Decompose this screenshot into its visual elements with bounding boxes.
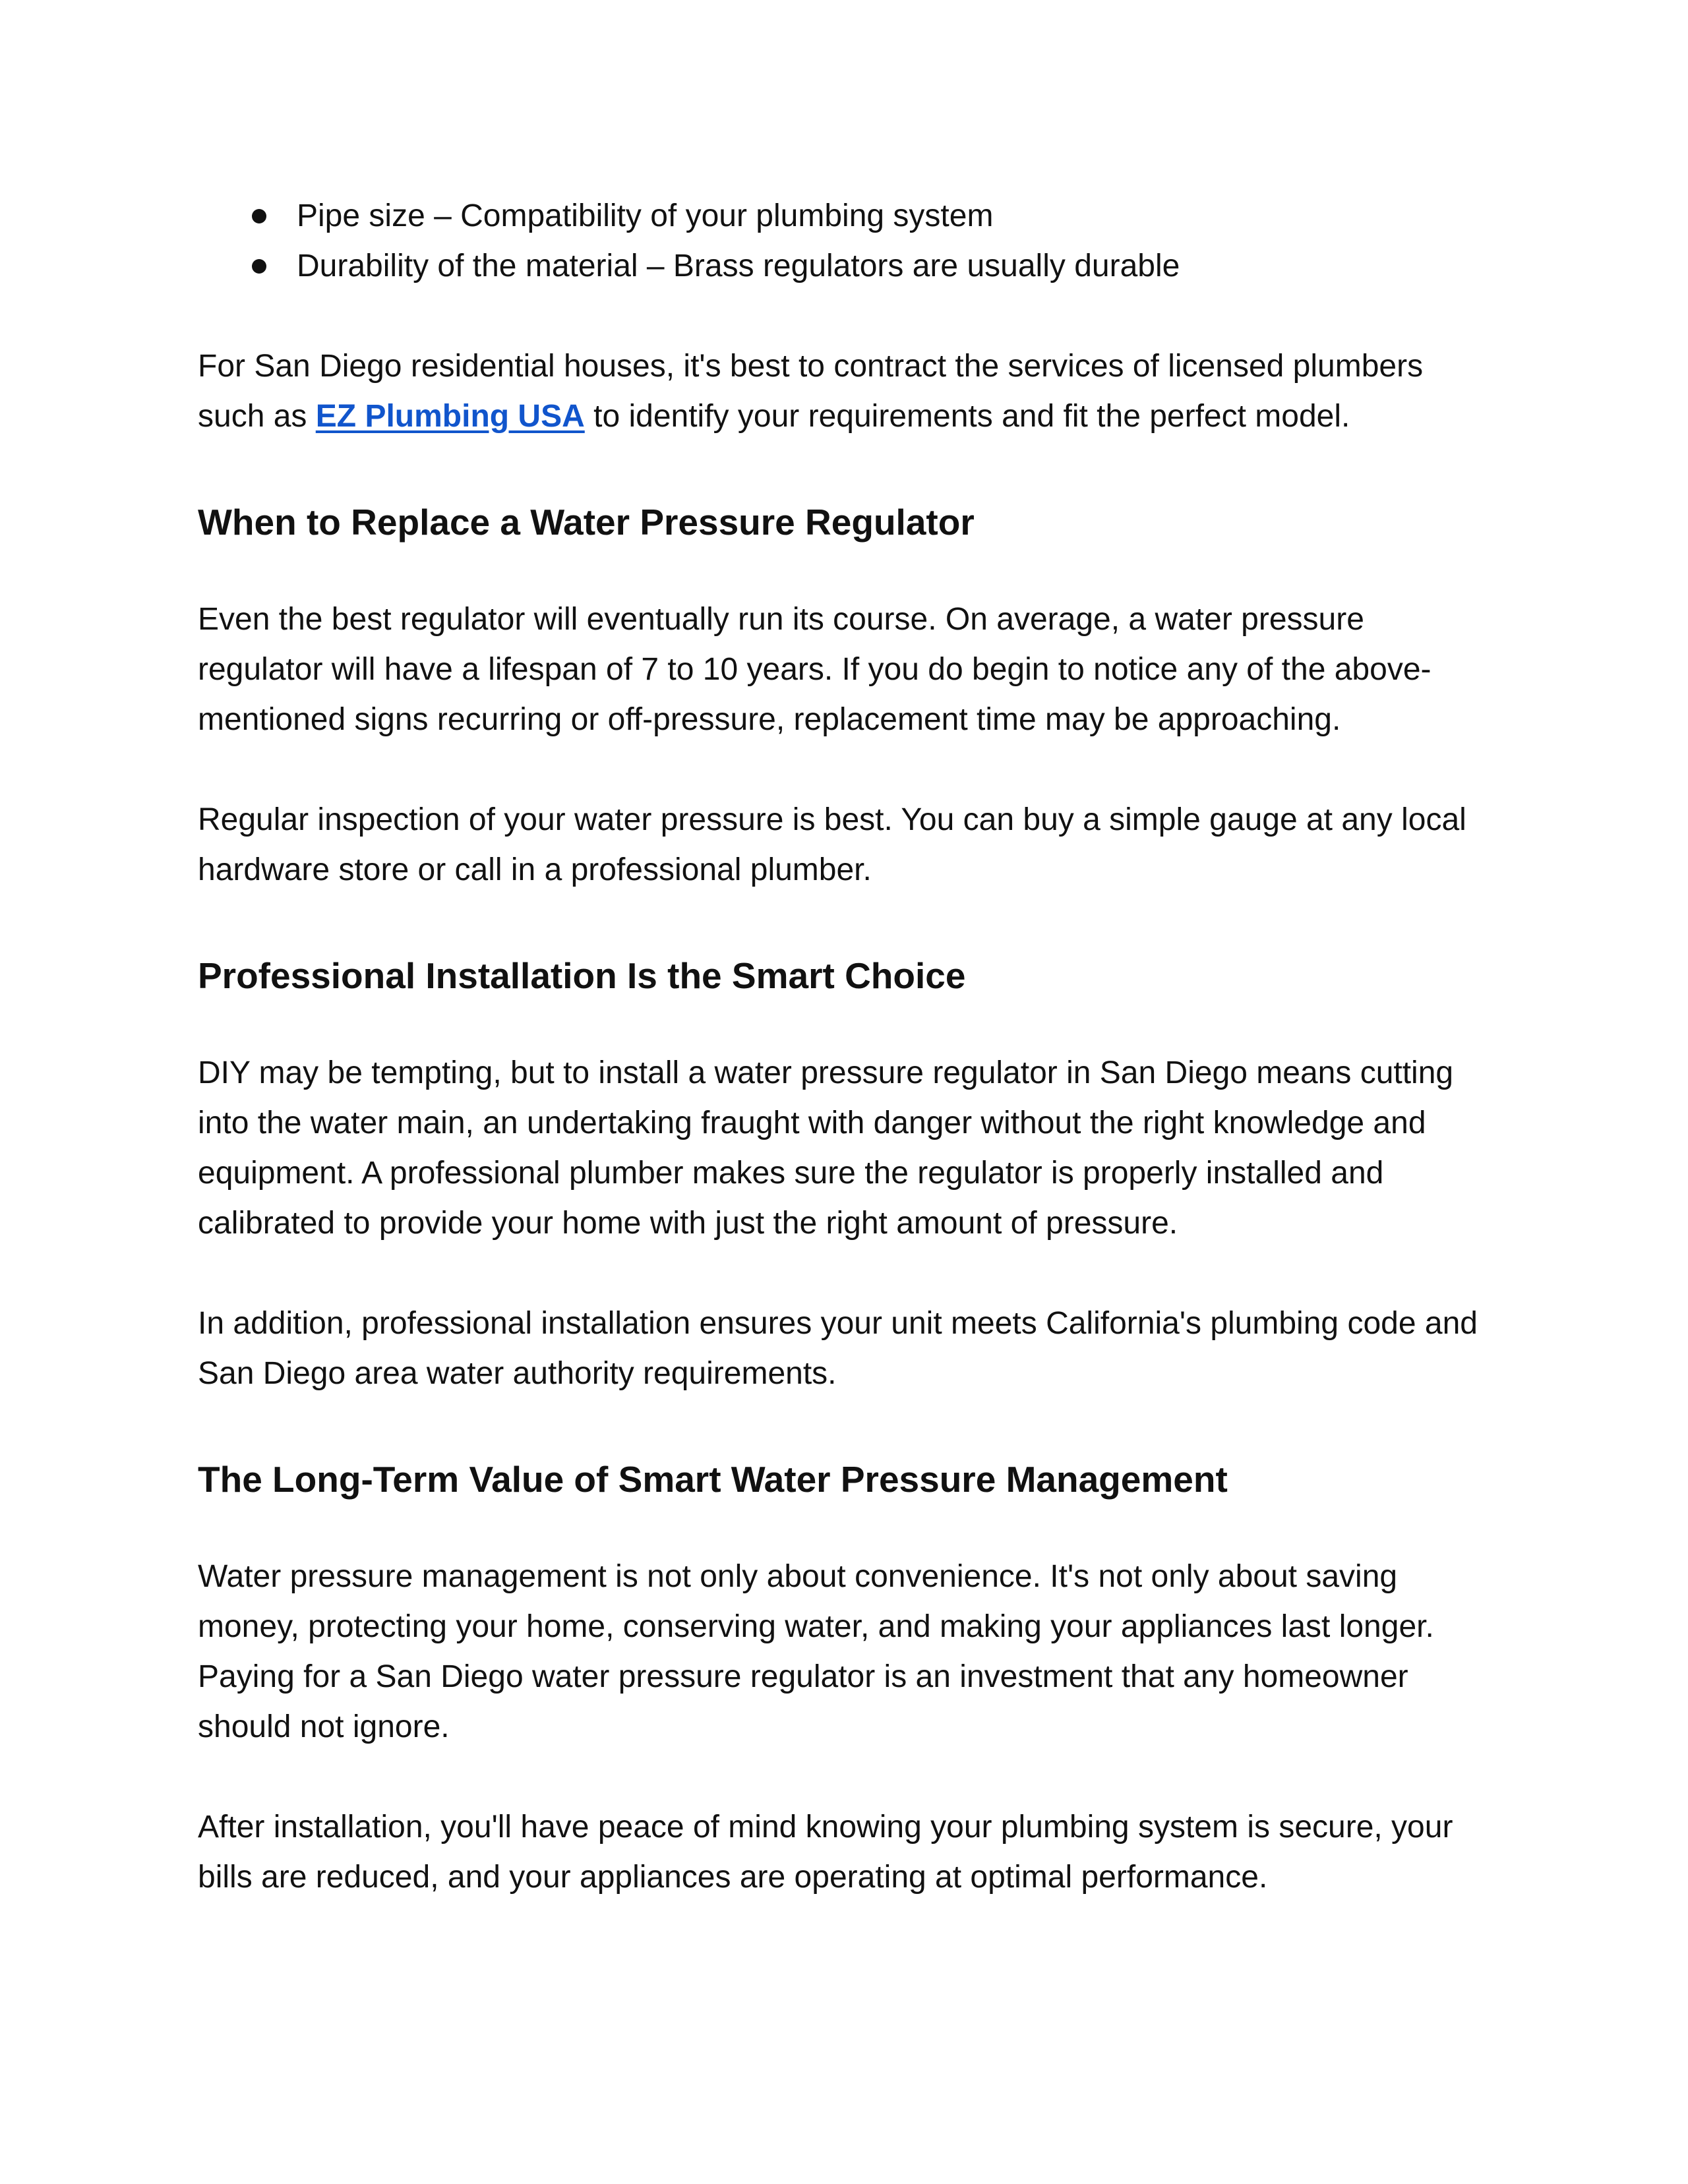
intro-text-before-link: For San Diego residential houses, it's best to contract the services of licensed plumbers such as — [198, 349, 1424, 434]
paragraph-management: Water pressure management is not only about convenience. It's not only about saving money, protecting your home, conserving water, and making your appliances last longer. Paying for a San Diego water pressure regulator is an investment that any homeowner should not ignore. — [198, 1559, 1434, 1744]
list-item-text: Durability of the material – Brass regulators are usually durable — [297, 249, 1180, 283]
section-heading-long-term: The Long-Term Value of Smart Water Pressure Management — [198, 1459, 1228, 1500]
paragraph-lifespan: Even the best regulator will eventually run its course. On average, a water pressure regulator will have a lifespan of 7 to 10 years. If you do begin to notice any of the above-mentioned signs recurring or off-pressure, replacement time may be approaching. — [198, 602, 1432, 737]
section-heading-replace: When to Replace a Water Pressure Regulator — [198, 502, 975, 543]
intro-paragraph — [198, 341, 1490, 442]
list-item — [198, 241, 1490, 291]
bullet-icon — [252, 259, 266, 274]
paragraph-peace-of-mind: After installation, you'll have peace of mind knowing your plumbing system is secure, your bills are reduced, and your appliances are operating at optimal performance. — [198, 1810, 1453, 1895]
intro-text-after-link: to identify your requirements and fit the perfect model. — [584, 399, 1350, 434]
bullet-icon — [252, 209, 266, 223]
paragraph-diy: DIY may be tempting, but to install a water pressure regulator in San Diego means cutting into the water main, an undertaking fraught with danger without the right knowledge and equipment. A professional plumber makes sure the regulator is properly installed and calibrated to provide your home with just the right amount of pressure. — [198, 1055, 1454, 1241]
section-heading-installation: Professional Installation Is the Smart Choice — [198, 955, 966, 996]
ez-plumbing-link[interactable]: EZ Plumbing USA — [315, 399, 585, 434]
list-item-text: Pipe size – Compatibility of your plumbing system — [297, 198, 994, 233]
document-page — [198, 191, 1490, 1903]
paragraph-code: In addition, professional installation ensures your unit meets California's plumbing code and San Diego area water authority requirements. — [198, 1306, 1478, 1391]
factor-list — [198, 191, 1490, 291]
list-item — [198, 191, 1490, 241]
paragraph-inspection: Regular inspection of your water pressure is best. You can buy a simple gauge at any local hardware store or call in a professional plumber. — [198, 802, 1466, 887]
